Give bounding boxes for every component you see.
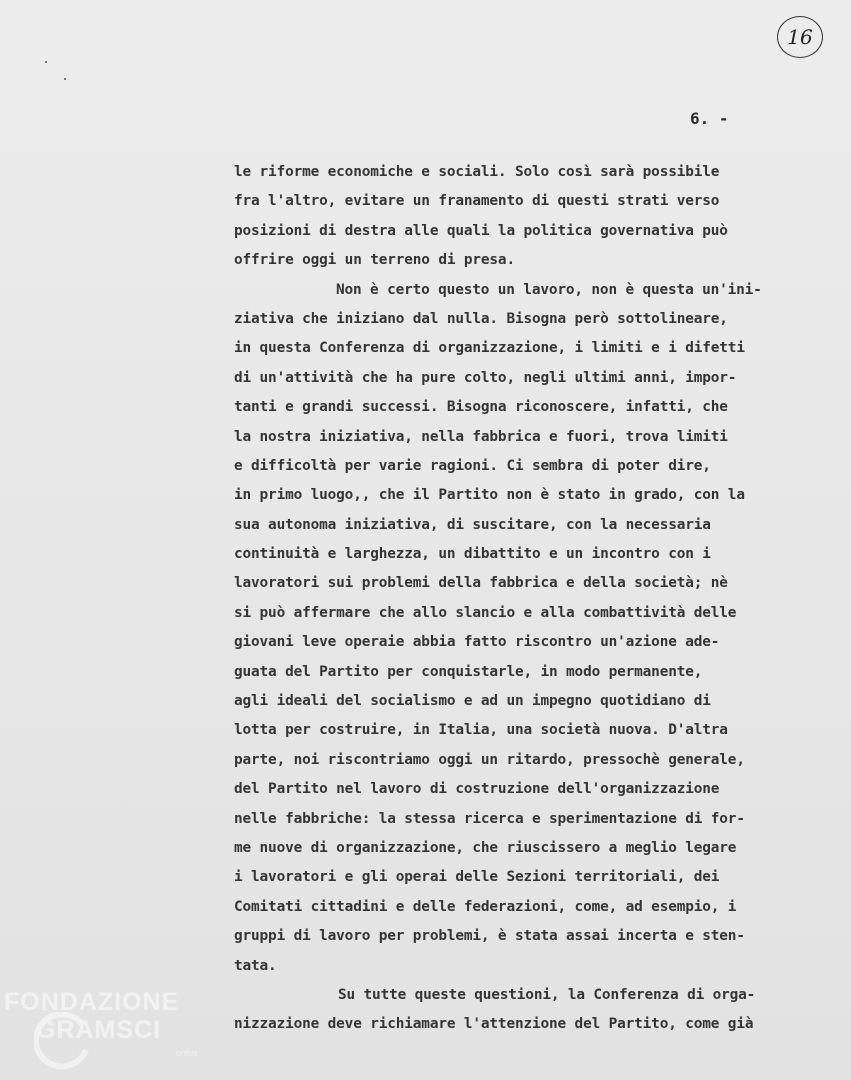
watermark-line-3: onlus [176,1048,198,1058]
text-line: lotta per costruire, in Italia, una società nuova. D'altra [234,722,728,739]
text-line: i lavoratori e gli operai delle Sezioni territoriali, dei [234,869,720,886]
text-line: giovani leve operaie abbia fatto riscontro un'azione ade- [234,634,720,651]
text-line: si può affermare che allo slancio e alla combattività delle [234,604,737,621]
text-line: la nostra iniziativa, nella fabbrica e fuori, trova limiti [234,428,728,445]
typewritten-text [234,158,844,1040]
text-line: fra l'altro, evitare un franamento di questi strati verso [234,193,720,210]
text-line: lavoratori sui problemi della fabbrica e della società; nè [234,575,728,592]
text-line: e difficoltà per varie ragioni. Ci sembra di poter dire, [234,457,711,474]
text-line: posizioni di destra alle quali la politica governativa può [234,222,728,239]
text-line: continuità e larghezza, un dibattito e un incontro con i [234,546,711,563]
text-line: parte, noi riscontriamo oggi un ritardo, pressochè generale, [234,751,745,768]
text-line: nelle fabbriche: la stessa ricerca e sperimentazione di for- [234,810,745,827]
watermark-line-1: FONDAZIONE [4,988,180,1016]
text-line: guata del Partito per conquistarle, in modo permanente, [234,663,703,680]
text-line: offrire oggi un terreno di presa. [234,252,515,269]
handwritten-page-number-text: 16 [787,25,813,49]
text-line: di un'attività che ha pure colto, negli ultimi anni, impor- [234,369,737,386]
text-line: Comitati cittadini e delle federazioni, come, ad esempio, i [234,898,737,915]
text-line: in primo luogo,, che il Partito non è stato in grado, con la [234,487,745,504]
text-line: tanti e grandi successi. Bisogna riconoscere, infatti, che [234,399,728,416]
text-line: Non è certo questo un lavoro, non è questa un'ini- [336,281,762,298]
text-line: me nuove di organizzazione, che riuscissero a meglio legare [234,839,737,856]
watermark-line-2: GRAMSCI [36,1016,162,1044]
text-line: del Partito nel lavoro di costruzione dell'organizzazione [234,781,720,798]
handwritten-page-number [777,16,823,58]
text-line: Su tutte queste questioni, la Conferenza di orga- [338,986,756,1003]
text-line: tata. [234,957,277,974]
paper-speck [45,61,47,63]
paper-speck [64,78,66,80]
text-line: sua autonoma iniziativa, di suscitare, con la necessaria [234,516,711,533]
typed-page-number: 6. - [690,109,729,128]
fondazione-gramsci-watermark [4,988,214,1078]
text-line: nizzazione deve richiamare l'attenzione del Partito, come già [234,1016,754,1033]
text-line: in questa Conferenza di organizzazione, i limiti e i difetti [234,340,745,357]
text-line: le riforme economiche e sociali. Solo così sarà possibile [234,164,720,180]
text-line: ziativa che iniziano dal nulla. Bisogna però sottolineare, [234,310,728,327]
text-line: agli ideali del socialismo e ad un impegno quotidiano di [234,693,711,710]
text-line: gruppi di lavoro per problemi, è stata assai incerta e sten- [234,928,745,945]
